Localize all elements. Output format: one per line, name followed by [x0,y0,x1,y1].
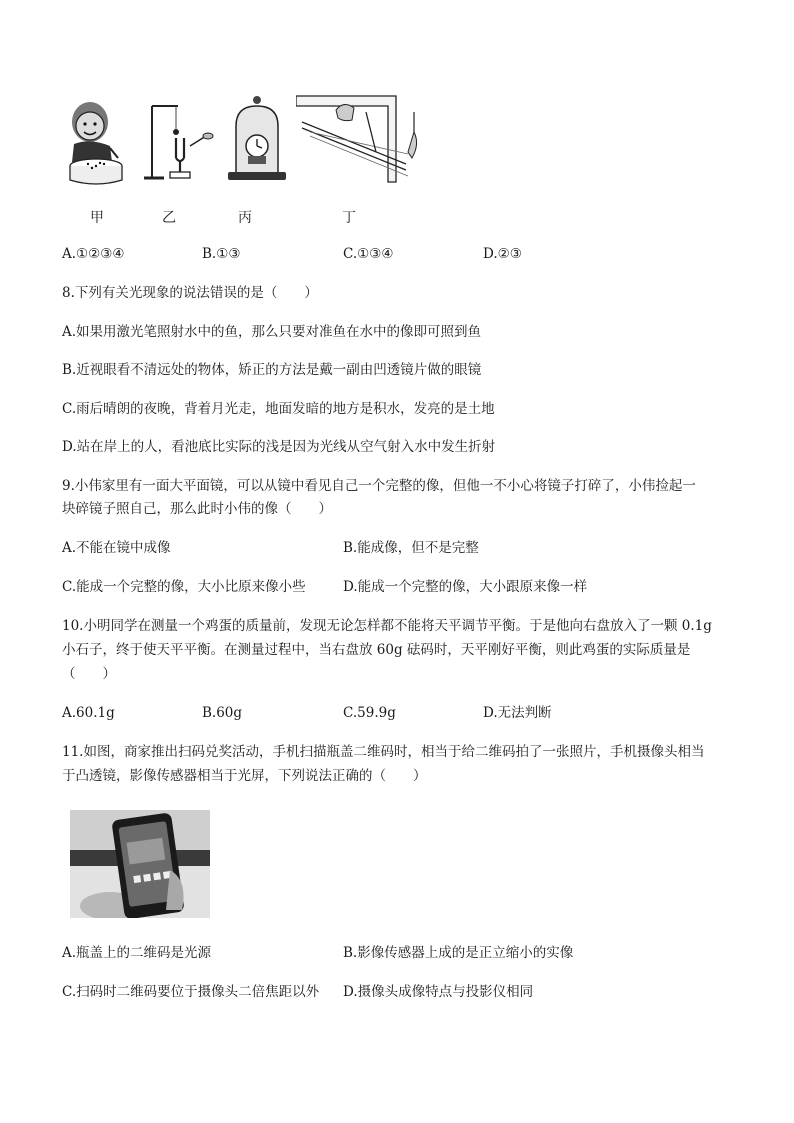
bell-jar-clock-illustration [224,92,290,188]
figure-caption-ding: 丁 [342,210,356,226]
q7-option-a: A.①②③④ [62,246,125,262]
figure-caption-jia: 甲 [90,210,104,226]
q11-option-a: A.瓶盖上的二维码是光源 [62,945,212,961]
ruler-table-illustration [296,92,432,188]
q10-option-c: C.59.9g [343,705,396,721]
q10-stem-line-1: 10.小明同学在测量一个鸡蛋的质量前，发现无论怎样都不能将天平调节平衡。于是他向右盘放入了一颗 0.1g [62,618,712,634]
q11-stem-line-2: 于凸透镜，影像传感器相当于光屏，下列说法正确的（ ） [62,768,427,784]
q11-option-b: B.影像传感器上成的是正立缩小的实像 [343,945,574,961]
phone-scan-photo [70,810,210,918]
q10-stem-line-2: 小石子，终于使天平平衡。在测量过程中，当右盘放 60g 砝码时，天平刚好平衡，则此鸡蛋的实际质量是 [62,642,691,658]
q8-option-d: D.站在岸上的人，看池底比实际的浅是因为光线从空气射入水中发生折射 [62,439,496,455]
q11-option-d: D.摄像头成像特点与投影仪相同 [343,984,534,1000]
q7-option-d: D.②③ [483,246,522,262]
q8-option-b: B.近视眼看不清远处的物体，矫正的方法是戴一副由凹透镜片做的眼镜 [62,362,482,378]
q8-option-c: C.雨后晴朗的夜晚，背着月光走，地面发暗的地方是积水，发亮的是土地 [62,401,495,417]
q7-option-c: C.①③④ [343,246,394,262]
q8-option-a: A.如果用激光笔照射水中的鱼，那么只要对准鱼在水中的像即可照到鱼 [62,324,482,340]
q11-option-c: C.扫码时二维码要位于摄像头二倍焦距以外 [62,984,320,1000]
drum-boy-illustration [60,92,130,188]
q10-option-b: B.60g [202,705,243,721]
q7-option-b: B.①③ [202,246,241,262]
figure-caption-bing: 丙 [238,210,252,226]
figure-caption-yi: 乙 [162,210,176,226]
q8-stem: 8.下列有关光现象的说法错误的是（ ） [62,285,318,301]
q10-stem-line-3: （ ） [62,666,116,682]
phone-scanning-illustration [70,810,210,918]
q10-option-d: D.无法判断 [483,705,552,721]
q9-stem-line-2: 块碎镜子照自己，那么此时小伟的像（ ） [62,501,332,517]
q11-stem-line-1: 11.如图，商家推出扫码兑奖活动，手机扫描瓶盖二维码时，相当于给二维码拍了一张照片，手机摄像头相当 [62,744,705,760]
q9-option-a: A.不能在镜中成像 [62,540,171,556]
q9-stem-line-1: 9.小伟家里有一面大平面镜，可以从镜中看见自己一个完整的像，但他一不小心将镜子打碎了，小伟捡起一 [62,478,696,494]
tuning-fork-stand-illustration [136,92,216,188]
q9-option-b: B.能成像，但不是完整 [343,540,479,556]
q9-option-d: D.能成一个完整的像，大小跟原来像一样 [343,579,588,595]
q10-option-a: A.60.1g [62,705,115,721]
q9-option-c: C.能成一个完整的像，大小比原来像小些 [62,579,306,595]
figure-row [60,92,432,188]
